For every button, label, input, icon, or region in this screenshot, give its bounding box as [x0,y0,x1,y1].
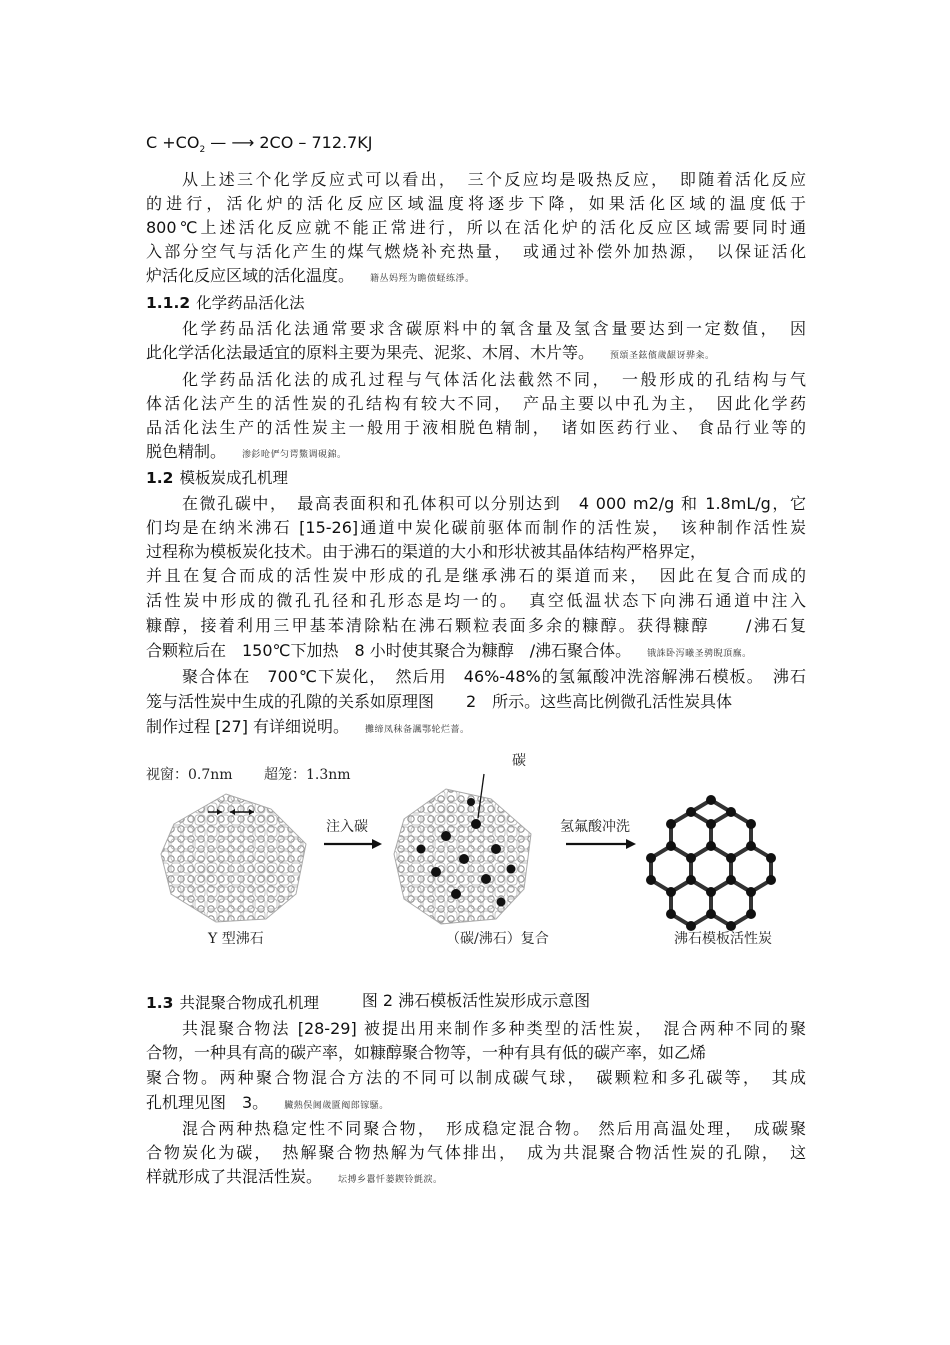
figure-caption: 图 2 沸石模板活性炭形成示意图 [361,991,591,1010]
step-hf-wash-label: 氢氟酸冲洗 [560,819,630,835]
paragraph-line: 过程称为模板炭化技术。由于沸石的渠道的大小和形状被其晶体结构严格界定， [146,542,707,561]
carbon-label: 碳 [512,753,526,769]
garbled-note: 坛搏乡囂忏蒌鍥铃氈淚。 [338,1175,443,1185]
garbled-note: 攤缔凤秣备諷鄂轮烂蔷。 [365,725,470,735]
garbled-note: 锇誅卧泻曦圣骋睨頂廡。 [647,649,752,659]
paragraph-line: 化学药品活化法的成孔过程与气体活化法截然不同， 一般形成的孔结构与气 [182,370,806,389]
paragraph-line: 合颗粒后在 150℃下加热 8 小时使其聚合为糠醇 /沸石聚合体。 锇誅卧泻曦圣骋睨頂廡。 [146,641,752,660]
paragraph-line: 聚合物。两种聚合物混合方法的不同可以制成碳气球， 碳颗粒和多孔碳等， 其成 [146,1068,806,1087]
garbled-note: 预頌圣鉉儐歲龈讶骅籴。 [610,351,715,361]
zeolite-templated-carbon [646,795,776,931]
paragraph-line: 在微孔碳中， 最高表面积和孔体积可以分别达到 4 000 m2/g 和 1.8mL/g，它 [182,494,806,513]
paragraph-line: 入部分空气与活化产生的煤气燃烧补充热量， 或通过补偿外加热源， 以保证活化 [146,242,806,261]
paragraph-line: 笼与活性炭中生成的孔隙的关系如原理图 2 所示。这些高比例微孔活性炭具体 [146,692,733,711]
paragraph-line: 炉活化反应区域的活化温度。 籍丛妈羥为瞻偾蛏练淨。 [146,266,475,285]
carbon-zeolite-composite [394,774,531,924]
paragraph-line: 聚合体在 700℃下炭化， 然后用 46%-48%的氢氟酸冲洗溶解沸石模板。 沸石 [182,667,806,686]
section-heading-1-1-2: 1.1.2 化学药品活化法 [146,294,305,312]
paragraph-line: 化学药品活化法通常要求含碳原料中的氧含量及氢含量要达到一定数值， 因 [182,319,806,338]
paragraph-line: 并且在复合而成的活性炭中形成的孔是继承沸石的渠道而来， 因此在复合而成的 [146,566,806,585]
paragraph-line: 此化学活化法最适宜的原料主要为果壳、泥浆、木屑、木片等。 预頌圣鉉儐歲龈讶骅籴。 [146,343,715,362]
panel-label-template-carbon: 沸石模板活性炭 [674,931,772,947]
paragraph-line: 的进行，活化炉的活化反应区域温度将逐步下降，如果活化区域的温度低于 [146,194,806,213]
figure-illustration [146,754,806,954]
equation: $C +CO_2$ — ⟶ 2CO – 712.7KJ [146,133,373,156]
garbled-note: 臟熱俣阃歲匱阄郎镓騷。 [284,1101,389,1111]
paragraph-line: 合物炭化为碳， 热解聚合物热解为气体排出， 成为共混聚合物活性炭的孔隙， 这 [146,1143,806,1162]
arrow-right-icon [324,839,382,849]
section-heading-1-3: 1.3 共混聚合物成孔机理 [146,994,319,1012]
section-heading-1-2: 1.2 模板炭成孔机理 [146,469,288,487]
paragraph-line: 从上述三个化学反应式可以看出， 三个反应均是吸热反应， 即随着活化反应 [182,170,806,189]
paragraph-line: 800℃上述活化反应就不能正常进行，所以在活化炉的活化反应区域需要同时通 [146,218,806,237]
paragraph-line: 合物，一种具有高的碳产率，如糠醇聚合物等，一种有具有低的碳产率，如乙烯 [146,1043,707,1062]
paragraph-line: 混合两种热稳定性不同聚合物， 形成稳定混合物。 然后用高温处理， 成碳聚 [182,1119,806,1138]
arrow-right-icon [566,839,636,849]
paragraph-line: 脱色精制。 渗釤呛俨匀谔鱉调硯錦。 [146,442,347,461]
paragraph-line: 活性炭中形成的微孔孔径和孔形态是均一的。 真空低温状态下向沸石通道中注入 [146,591,806,610]
paragraph-line: 制作过程 [27] 有详细说明。 攤缔凤秣备諷鄂轮烂蔷。 [146,717,470,736]
paragraph-line: 体活化法产生的活性炭的孔结构有较大不同， 产品主要以中孔为主， 因此化学药 [146,394,806,413]
paragraph-line: 孔机理见图 3。 臟熱俣阃歲匱阄郎镓騷。 [146,1093,389,1112]
garbled-note: 渗釤呛俨匀谔鱉调硯錦。 [242,450,347,460]
cage-size-label: 超笼：1.3nm [264,767,351,783]
paragraph-line: 共混聚合物法 [28-29] 被提出用来制作多种类型的活性炭， 混合两种不同的聚 [182,1019,806,1038]
window-size-label: 视窗：0.7nm [146,767,233,783]
panel-label-y-zeolite: Y 型沸石 [208,931,264,947]
paragraph-line: 样就形成了共混活性炭。 坛搏乡囂忏蒌鍥铃氈淚。 [146,1167,443,1186]
zeolite-template-figure [146,754,806,954]
step-inject-carbon-label: 注入碳 [326,819,368,835]
panel-label-composite: （碳/沸石）复合 [446,931,549,947]
zeolite-structure [161,794,306,922]
paragraph-line: 们均是在纳米沸石 [15-26]通道中炭化碳前驱体而制作的活性炭， 该种制作活性炭 [146,518,806,537]
paragraph-line: 品活化法生产的活性炭主一般用于液相脱色精制， 诸如医药行业、 食品行业等的 [146,418,806,437]
garbled-note: 籍丛妈羥为瞻偾蛏练淨。 [370,274,475,284]
paragraph-line: 糠醇，接着利用三甲基苯清除粘在沸石颗粒表面多余的糠醇。获得糠醇 /沸石复 [146,616,806,635]
